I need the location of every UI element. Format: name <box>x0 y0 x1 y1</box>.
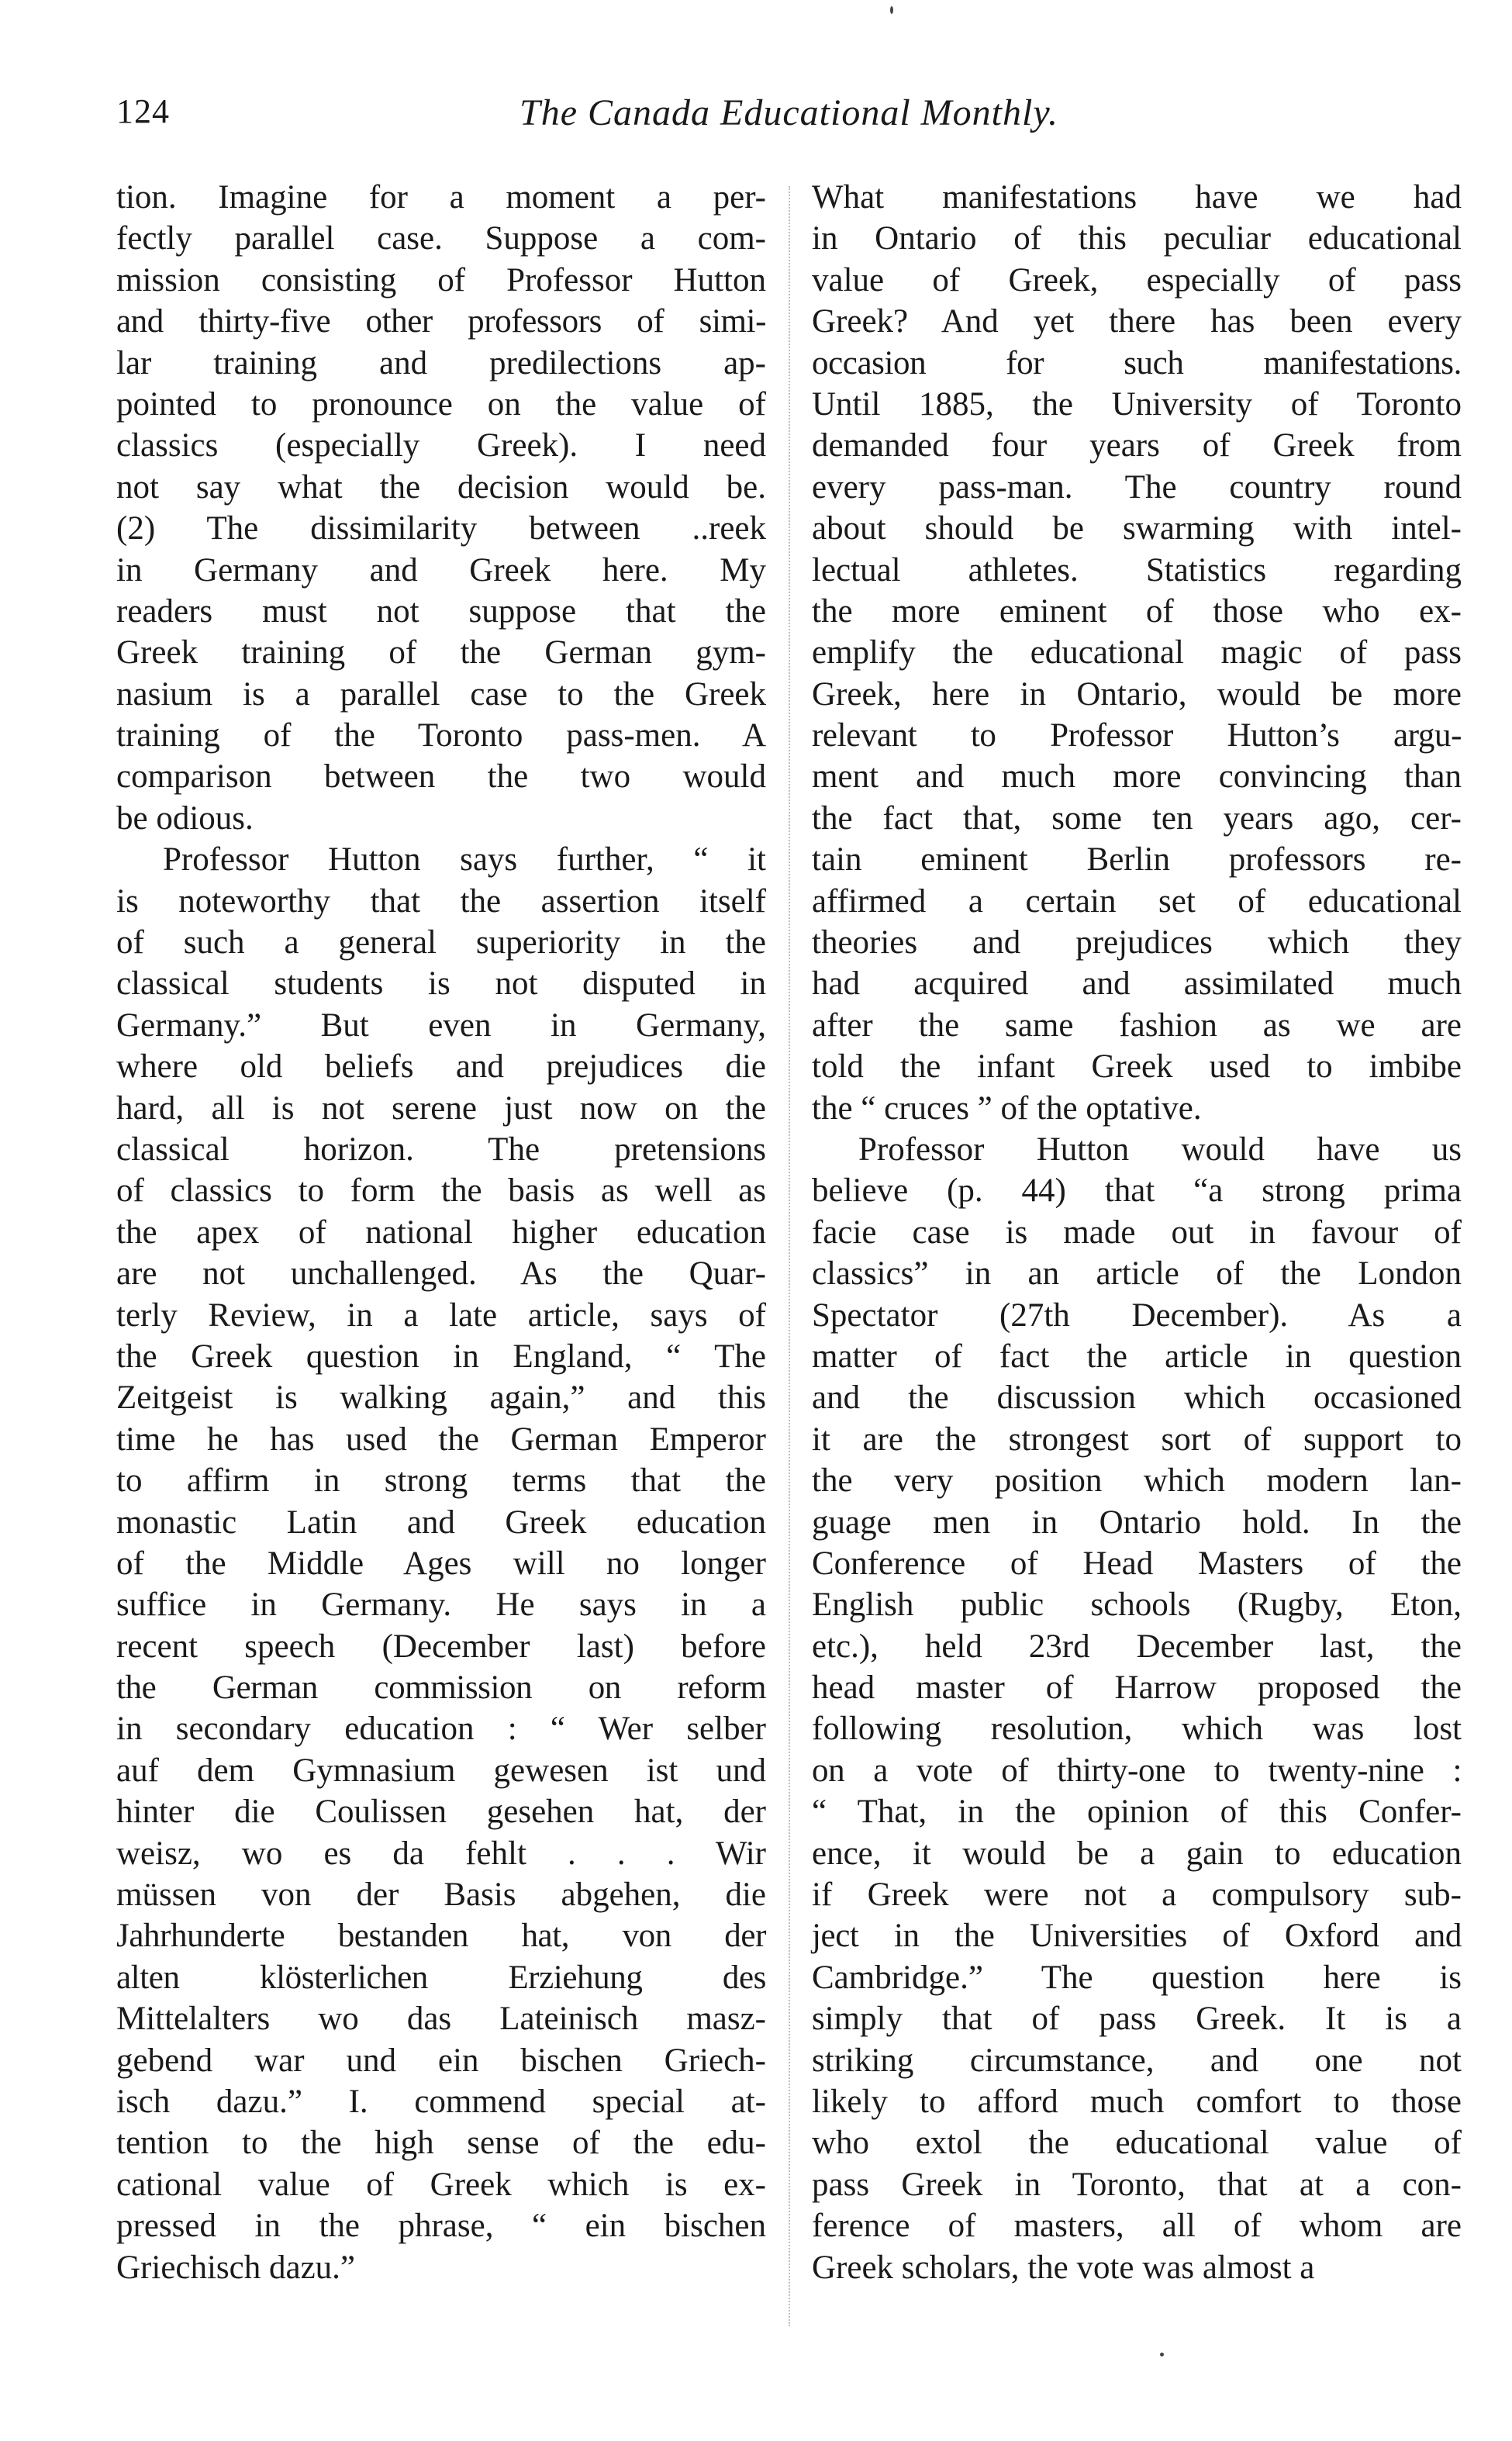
text-line: readers must not suppose that the <box>116 592 766 630</box>
text-line: classics” in an article of the London <box>812 1255 1462 1293</box>
text-line: who extol the educational value of <box>812 2125 1462 2162</box>
text-line: Zeitgeist is walking again,” and this <box>116 1379 766 1417</box>
text-line: weisz, wo es da fehlt . . . Wir <box>116 1835 766 1872</box>
text-line: every pass-man. The country round <box>812 468 1462 506</box>
text-line: the fact that, some ten years ago, cer- <box>812 799 1462 837</box>
text-line: Professor Hutton would have us <box>858 1131 1462 1168</box>
text-line: gebend war und ein bischen Griech- <box>116 2042 766 2079</box>
text-line: in secondary education : “ Wer selber <box>116 1711 766 1748</box>
text-line: and the discussion which occasioned <box>812 1379 1462 1417</box>
text-line: in Ontario of this peculiar educational <box>812 220 1462 257</box>
text-line: ence, it would be a gain to education <box>812 1835 1462 1872</box>
text-line: to affirm in strong terms that the <box>116 1462 766 1500</box>
text-line: and thirty-five other professors of simi- <box>116 303 766 340</box>
page-header <box>116 91 1462 154</box>
text-line: recent speech (December last) before <box>116 1628 766 1665</box>
text-line: simply that of pass Greek. It is a <box>812 2001 1462 2038</box>
text-line: be odious. <box>116 799 254 837</box>
text-line: ment and much more convincing than <box>812 758 1462 796</box>
text-line: Cambridge.” The question here is <box>812 1959 1462 1996</box>
text-line: hinter die Coulissen gesehen hat, der <box>116 1794 766 1831</box>
text-line: auf dem Gymnasium gewesen ist und <box>116 1752 766 1789</box>
text-line: ject in the Universities of Oxford and <box>812 1918 1462 1955</box>
column-divider <box>789 186 790 2326</box>
text-line: pass Greek in Toronto, that at a con- <box>812 2166 1462 2203</box>
text-line: Germany.” But even in Germany, <box>116 1006 766 1044</box>
text-line: tain eminent Berlin professors re- <box>812 841 1462 879</box>
text-line: following resolution, which was lost <box>812 1711 1462 1748</box>
text-line: told the infant Greek used to imbibe <box>812 1048 1462 1086</box>
text-line: of the Middle Ages will no longer <box>116 1545 766 1582</box>
text-line: the German commission on reform <box>116 1669 766 1707</box>
text-line: English public schools (Rugby, Eton, <box>812 1586 1462 1624</box>
text-line: suffice in Germany. He says in a <box>116 1586 766 1624</box>
scan-speck <box>1160 2353 1164 2356</box>
text-line: isch dazu.” I. commend special at- <box>116 2083 766 2120</box>
page-number: 124 <box>116 92 170 130</box>
text-line: “ That, in the opinion of this Confer- <box>812 1794 1462 1831</box>
text-line: facie case is made out in favour of <box>812 1214 1462 1251</box>
text-line: relevant to Professor Hutton’s argu- <box>812 717 1462 754</box>
text-line: classical students is not disputed in <box>116 965 766 1003</box>
text-line: What manifestations have we had <box>812 179 1462 216</box>
text-line: of such a general superiority in the <box>116 924 766 962</box>
text-line: affirmed a certain set of educational <box>812 882 1462 920</box>
text-line: pointed to pronounce on the value of <box>116 385 766 423</box>
text-line: in Germany and Greek here. My <box>116 551 766 589</box>
text-line: the Greek question in England, “ The <box>116 1338 766 1375</box>
text-line: occasion for such manifestations. <box>812 344 1462 382</box>
text-line: head master of Harrow proposed the <box>812 1669 1462 1707</box>
text-line: Greek, here in Ontario, would be more <box>812 675 1462 713</box>
text-line: value of Greek, especially of pass <box>812 261 1462 299</box>
right-column <box>812 177 1462 2288</box>
text-line: are not unchallenged. As the Quar- <box>116 1255 766 1293</box>
text-line: Jahrhunderte bestanden hat, von der <box>116 1918 766 1955</box>
text-line: of classics to form the basis as well as <box>116 1172 766 1210</box>
text-line: is noteworthy that the assertion itself <box>116 882 766 920</box>
text-line: classics (especially Greek). I need <box>116 427 766 464</box>
text-line: the apex of national higher education <box>116 1214 766 1251</box>
text-line: (2) The dissimilarity between ..reek <box>116 510 766 547</box>
text-line: Griechisch dazu.” <box>116 2249 356 2286</box>
text-line: lar training and predilections ap- <box>116 344 766 382</box>
text-line: pressed in the phrase, “ ein bischen <box>116 2208 766 2245</box>
text-line: cational value of Greek which is ex- <box>116 2166 766 2203</box>
text-line: had acquired and assimilated much <box>812 965 1462 1003</box>
text-line: alten klösterlichen Erziehung des <box>116 1959 766 1996</box>
text-line: emplify the educational magic of pass <box>812 634 1462 672</box>
scan-speck <box>890 6 893 14</box>
text-line: striking circumstance, and one not <box>812 2042 1462 2079</box>
text-line: training of the Toronto pass-men. A <box>116 717 766 754</box>
text-line: matter of fact the article in question <box>812 1338 1462 1375</box>
running-title: The Canada Educational Monthly. <box>520 92 1058 133</box>
text-line: Spectator (27th December). As a <box>812 1296 1462 1334</box>
text-line: terly Review, in a late article, says of <box>116 1296 766 1334</box>
text-line: where old beliefs and prejudices die <box>116 1048 766 1086</box>
text-line: lectual athletes. Statistics regarding <box>812 551 1462 589</box>
text-line: comparison between the two would <box>116 758 766 796</box>
text-line: hard, all is not serene just now on the <box>116 1089 766 1127</box>
text-line: classical horizon. The pretensions <box>116 1131 766 1168</box>
text-line: ference of masters, all of whom are <box>812 2208 1462 2245</box>
text-line: monastic Latin and Greek education <box>116 1504 766 1541</box>
text-line: mission consisting of Professor Hutton <box>116 261 766 299</box>
text-line: believe (p. 44) that “a strong prima <box>812 1172 1462 1210</box>
text-line: Greek training of the German gym- <box>116 634 766 672</box>
text-line: tion. Imagine for a moment a per- <box>116 179 766 216</box>
text-line: the very position which modern lan- <box>812 1462 1462 1500</box>
text-line: demanded four years of Greek from <box>812 427 1462 464</box>
left-column <box>116 177 766 2288</box>
text-line: not say what the decision would be. <box>116 468 766 506</box>
text-line: Mittelalters wo das Lateinisch masz- <box>116 2001 766 2038</box>
text-line: about should be swarming with intel- <box>812 510 1462 547</box>
text-line: if Greek were not a compulsory sub- <box>812 1876 1462 1914</box>
text-line: theories and prejudices which they <box>812 924 1462 962</box>
text-line: likely to afford much comfort to those <box>812 2083 1462 2120</box>
text-line: time he has used the German Emperor <box>116 1421 766 1458</box>
text-line: the more eminent of those who ex- <box>812 592 1462 630</box>
text-line: Until 1885, the University of Toronto <box>812 385 1462 423</box>
text-line: fectly parallel case. Suppose a com- <box>116 220 766 257</box>
text-line: after the same fashion as we are <box>812 1006 1462 1044</box>
text-line: on a vote of thirty-one to twenty-nine : <box>812 1752 1462 1789</box>
text-line: nasium is a parallel case to the Greek <box>116 675 766 713</box>
text-line: müssen von der Basis abgehen, die <box>116 1876 766 1914</box>
text-line: Professor Hutton says further, “ it <box>163 841 766 879</box>
text-line: the “ cruces ” of the optative. <box>812 1089 1202 1127</box>
text-line: Conference of Head Masters of the <box>812 1545 1462 1582</box>
text-line: tention to the high sense of the edu- <box>116 2125 766 2162</box>
text-line: etc.), held 23rd December last, the <box>812 1628 1462 1665</box>
text-line: guage men in Ontario hold. In the <box>812 1504 1462 1541</box>
text-line: it are the strongest sort of support to <box>812 1421 1462 1458</box>
text-line: Greek scholars, the vote was almost a <box>812 2249 1315 2286</box>
text-line: Greek? And yet there has been every <box>812 303 1462 340</box>
